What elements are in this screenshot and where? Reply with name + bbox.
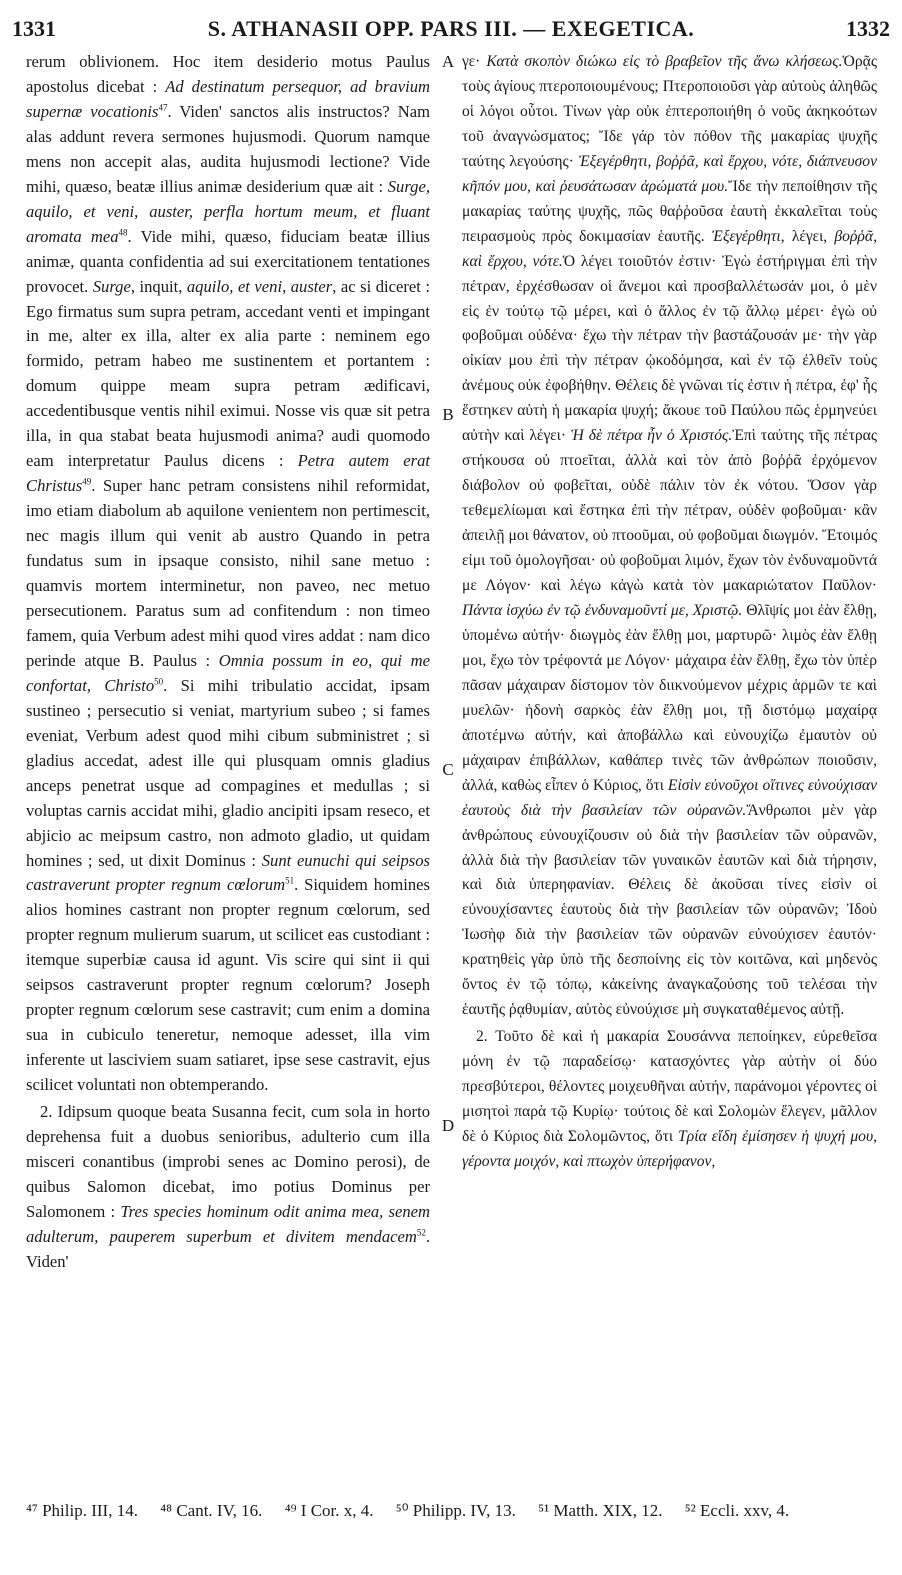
page-number-right: 1332	[846, 16, 890, 41]
greek-column	[462, 50, 877, 1175]
page-number-left: 1331	[12, 16, 56, 41]
footnote-ref: 51	[285, 875, 295, 886]
latin-column	[26, 50, 430, 1275]
latin-paragraph-2: 2. Idipsum quoque beata Susanna fecit, cum sola in horto deprehensa fuit a duobus senioribus, adulterio cum illa misceri conantibus (improbi senes ac Domino perosi), de quibus Salomon dicebat, imo potius Dominus per Salomonem : Tres species hominum odit anima mea, senem adulterum, pauperem superbum et divitem mendacem$^{52}$. Viden'	[26, 1102, 430, 1271]
running-title: S. ATHANASII OPP. PARS III. — EXEGETICA.	[207, 16, 695, 41]
margin-marker-d: D	[441, 1116, 455, 1135]
footnote-ref: 47	[158, 102, 168, 113]
footnote-ref: 48	[118, 227, 128, 238]
footnote-ref: 50	[154, 676, 164, 687]
margin-marker-c: C	[442, 760, 454, 779]
latin-paragraph-1: rerum oblivionem. Hoc item desiderio motus Paulus apostolus dicebat : Ad destinatum persequor, ad bravium supernæ vocationis$^{47}$. Viden' sanctos alis instructos? Nam alas addunt revera sermones hujusmodi. Quorum namque mens non accepit alas, audita hujusmodi lectione? Vide mihi, quæso, beatæ illius animæ desiderium quæ ait : Surge, aquilo, et veni, auster, perfla hortum meum, et fluant aromata mea$^{48}$. Vide mihi, quæso, fiduciam beatæ illius animæ, quanta confidentia ad sui exercitationem tentationes provocet. Surge, inquit, aquilo, et veni, auster, ac si diceret : Ego firmatus sum supra petram, accedant venti et impingant in me, alter ex illa, alter ex alia parte : neminem ego formido, petram habeo me sustinentem et portantem : domum quippe meam supra petram ædificavi, accedentibusque ventis nihil eximui. Nosse vis quæ sit petra illa, in qua stabat beata hujusmodi anima? audi quomodo eam interpretatur Paulus dicens : Petra autem erat Christus$^{49}$. Super hanc petram consistens nihil reformidat, imo etiam diabolum ab aquilone venientem non pertimescit, nec magis illum qui venit ab austro Quando in petra fundatus sum in ipsaque consisto, nihil sane metuo : quamvis mortem interminetur, non paveo, nec metuo persecutionem. Paratus sum ad confitendum : non timeo famem, quia Verbum adest mihi quod vires addat : nam dico perinde atque B. Paulus : Omnia possum in eo, qui me confortat, Christo$^{50}$. Si mihi tribulatio accidat, ipsam sustineo ; persecutio si veniat, martyrium subeo ; si fames eveniat, Verbum adest quod mihi cibum subministret ; si gladius accedat, adest ille qui plusquam omnis gladius anceps penetrat usque ad compagines et medullas ; si voluptas carnis accidat mihi, gladio ancipiti ipsam reseco, et abjicio ac meipsum castro, non admoto gladio, ut quidam homines ; sed, ut dixit Dominus : Sunt eunuchi qui seipsos castraverunt propter regnum cœlorum$^{51}$. Siquidem homines alios homines castrant non propter regnum cœlorum, sed propter regnum mulierum suarum, ut scilicet eas custodiant : itemque superbiæ causa id agunt. Vis scire qui sint ii qui seipsos castraverunt propter regnum cœlorum? Joseph propter regnum cœlorum sese castravit; cum enim a domina sua in cubiculo teneretur, nemoque adesset, illa vim inferente ut lasciviem suam satiaret, ipse sese castravit, ejus scilicet voluntati non obtemperando.	[26, 52, 430, 1095]
footnote: ⁵² Eccli. xxv, 4.	[684, 1501, 790, 1520]
footnote: ⁴⁷ Philip. III, 14.	[26, 1501, 138, 1520]
footnote: ⁵¹ Matth. XIX, 12.	[538, 1501, 663, 1520]
footnotes	[26, 1500, 876, 1522]
footnote-ref: 49	[82, 476, 92, 487]
margin-marker-b: B	[442, 405, 454, 424]
footnote: ⁴⁸ Cant. IV, 16.	[160, 1501, 263, 1520]
footnote: ⁴⁹ I Cor. x, 4.	[284, 1501, 374, 1520]
greek-paragraph-2: 2. Τοῦτο δὲ καὶ ἡ μακαρία Σουσάννα πεποίηκεν, εὑρεθεῖσα μόνη ἐν τῷ παραδείσῳ· κατασχόντες γὰρ αὐτὴν οἱ δύο πρεσβύτεροι, θέλοντες μοιχευθῆναι αὐτήν, παράνομοι γέροντες οἱ μισητοὶ παρὰ τῷ Κυρίῳ· τούτοις δὲ καὶ Σολομὼν ἔλεγεν, μᾶλλον δὲ ὁ Κύριος διὰ Σολομῶντος, ὅτι Τρία εἴδη ἐμίσησεν ἡ ψυχή μου, γέροντα μοιχόν, καὶ πτωχὸν ὑπερήφανον,	[462, 1028, 877, 1170]
running-header	[12, 10, 890, 46]
margin-marker-a: A	[441, 52, 455, 71]
footnote: ⁵⁰ Philipp. IV, 13.	[395, 1501, 516, 1520]
footnote-ref: 52	[416, 1227, 426, 1238]
greek-paragraph-1: γε· Κατὰ σκοπὸν διώκω εἰς τὸ βραβεῖον τῆς ἄνω κλήσεως.Ὁρᾷς τοὺς ἁγίους πτεροποιουμένους; Πτεροποιοῦσι γὰρ αὐτοὺς ἀληθῶς οἱ λόγοι οὗτοι. Τίνων γὰρ οὐκ ἐπτεροποιήθη ὁ νοῦς ἀκηκοότων τοῦ ἀναγνώσματος; Ἴδε γάρ τὸν πόθον τῆς μακαρίας ψυχῆς ταύτης λεγούσης· Ἐξεγέρθητι, βοῤῥᾶ, καὶ ἔρχου, νότε, διάπνευσον κῆπόν μου, καὶ ῥευσάτωσαν ἀρώματά μου.Ἴδε τὴν πεποίθησιν τῆς μακαρίας ταύτης ψυχῆς, πῶς θαῤῥοῦσα ἑαυτὴ ἐκκαλεῖται τοὺς πειρασμοὺς πρὸς δοκιμασίαν ἑαυτῆς. Ἐξεγέρθητι, λέγει, βοῤῥᾶ, καὶ ἔρχου, νότε.Ὁ λέγει τοιοῦτόν ἐστιν· Ἐγὼ ἐστήριγμαι ἐπὶ τὴν πέτραν, ἐρχέσθωσαν οἱ ἄνεμοι καὶ προσβαλλέτωσάν μοι, ὁ μὲν εἰς ἐν τούτῳ τῷ μέρει, καὶ ὁ ἄλλος ἐν τῷ ἄλλῳ μέρει· ἐγὼ οὐ φοβοῦμαι οὐδένα· ἔχω τὴν πέτραν τὴν βαστάζουσάν με· τὴν γὰρ οἰκίαν μου ἐπὶ τὴν πέτραν ᾠκοδόμησα, καὶ ἐν τῷ ἐλθεῖν τοὺς ἀνέμους οὐκ ἐφοβήθην. Θέλεις δὲ γνῶναι τίς ἐστιν ἡ πέτρα, ἐφ' ἧς ἕστηκεν αὐτὴ ἡ μακαρία ψυχή; ἄκουε τοῦ Παύλου πῶς ἑρμηνεύει αὐτὴν καὶ λέγει· Ἡ δὲ πέτρα ἦν ὁ Χριστός.Ἐπὶ ταύτης τῆς πέτρας στήκουσα οὐ πτοεῖται, ἀλλὰ καὶ τὸν ἀπὸ βοῤῥᾶ ἐρχόμενον διάβολον οὐ φοβεῖται, οὐδὲ πάλιν τὸν ἐκ νότου. Ὅσον γὰρ τεθεμελίωμαι καὶ ἔστηκα ἐπὶ τὴν πέτραν, οὐδὲν φοβοῦμαι· κἂν ἀπειλῇ μοι θάνατον, οὐ πτοοῦμαι, οὐ φοβοῦμαι διωγμόν. Ἕτοιμός εἰμι τοῦ ὁμολογῆσαι· οὐ φοβοῦμαι λιμόν, ἔχων τὸν ἐνδυναμοῦντά με Λόγον· καὶ λέγω κἀγὼ κατὰ τὸν μακαριώτατον Παῦλον· Πάντα ἰσχύω ἐν τῷ ἐνδυναμοῦντί με, Χριστῷ. Θλῖψίς μοι ἐὰν ἔλθῃ, ὑπομένω αὐτήν· διωγμὸς ἐὰν ἔλθῃ μοι, μαρτυρῶ· λιμὸς ἐὰν ἔλθῃ μοι, ἔχω τὸν τρέφοντά με Λόγον· μάχαιρα ἐὰν ἔλθῃ, ἔχω τὸν ὑπὲρ πᾶσαν μάχαιραν δίστομον τὸν διικνούμενον μέχρις ἁρμῶν τε καὶ μυελῶν· ἡδονὴ σαρκὸς ἐὰν ἔλθῃ μοι, τῇ διστόμῳ μαχαίρᾳ ἀποτέμνω αὐτήν, καὶ ἀποβάλλω καὶ εὐνουχίζω ἐμαυτὸν οὐ μάχαιραν ἐπιβάλλων, καθάπερ τινὲς τῶν ἀνθρώπων ποιοῦσιν, ἀλλά, καθὼς εἶπεν ὁ Κύριος, ὅτι Εἰσὶν εὐνοῦχοι οἵτινες εὐνούχισαν ἑαυτοὺς διὰ τὴν βασιλείαν τῶν οὐρανῶν.Ἄνθρωποι μὲν γὰρ ἀνθρώπους εὐνουχίζουσιν οὐ διὰ τὴν βασιλείαν τῶν οὐρανῶν, ἀλλὰ διὰ τὴν βασιλείαν τῶν γυναικῶν ἑαυτῶν καὶ διὰ τήρησιν, καὶ διὰ ὑπερηφανίαν. Θέλεις δὲ ἀκοῦσαι τίνες εἰσὶν οἱ εὐνουχίσαντες ἑαυτοὺς διὰ τὴν βασιλείαν τῶν οὐρανῶν; Ἰδοὺ Ἰωσὴφ διὰ τὴν βασιλείαν τῶν οὐρανῶν εὐνούχισεν ἑαυτόν· κρατηθεὶς γὰρ ὑπὸ τῆς δεσποίνης εἰς τὸν κοιτῶνα, καὶ μηδενὸς ὄντος ἐν τῷ τόπῳ, κἀκείνης ἀναγκαζούσης τοῦ τελέσαι τὴν ἑαυτῆς ῥᾳθυμίαν, αὐτὸς εὐνούχισε μὴ συγκαταθέμενος αὐτῇ.	[462, 53, 878, 1019]
